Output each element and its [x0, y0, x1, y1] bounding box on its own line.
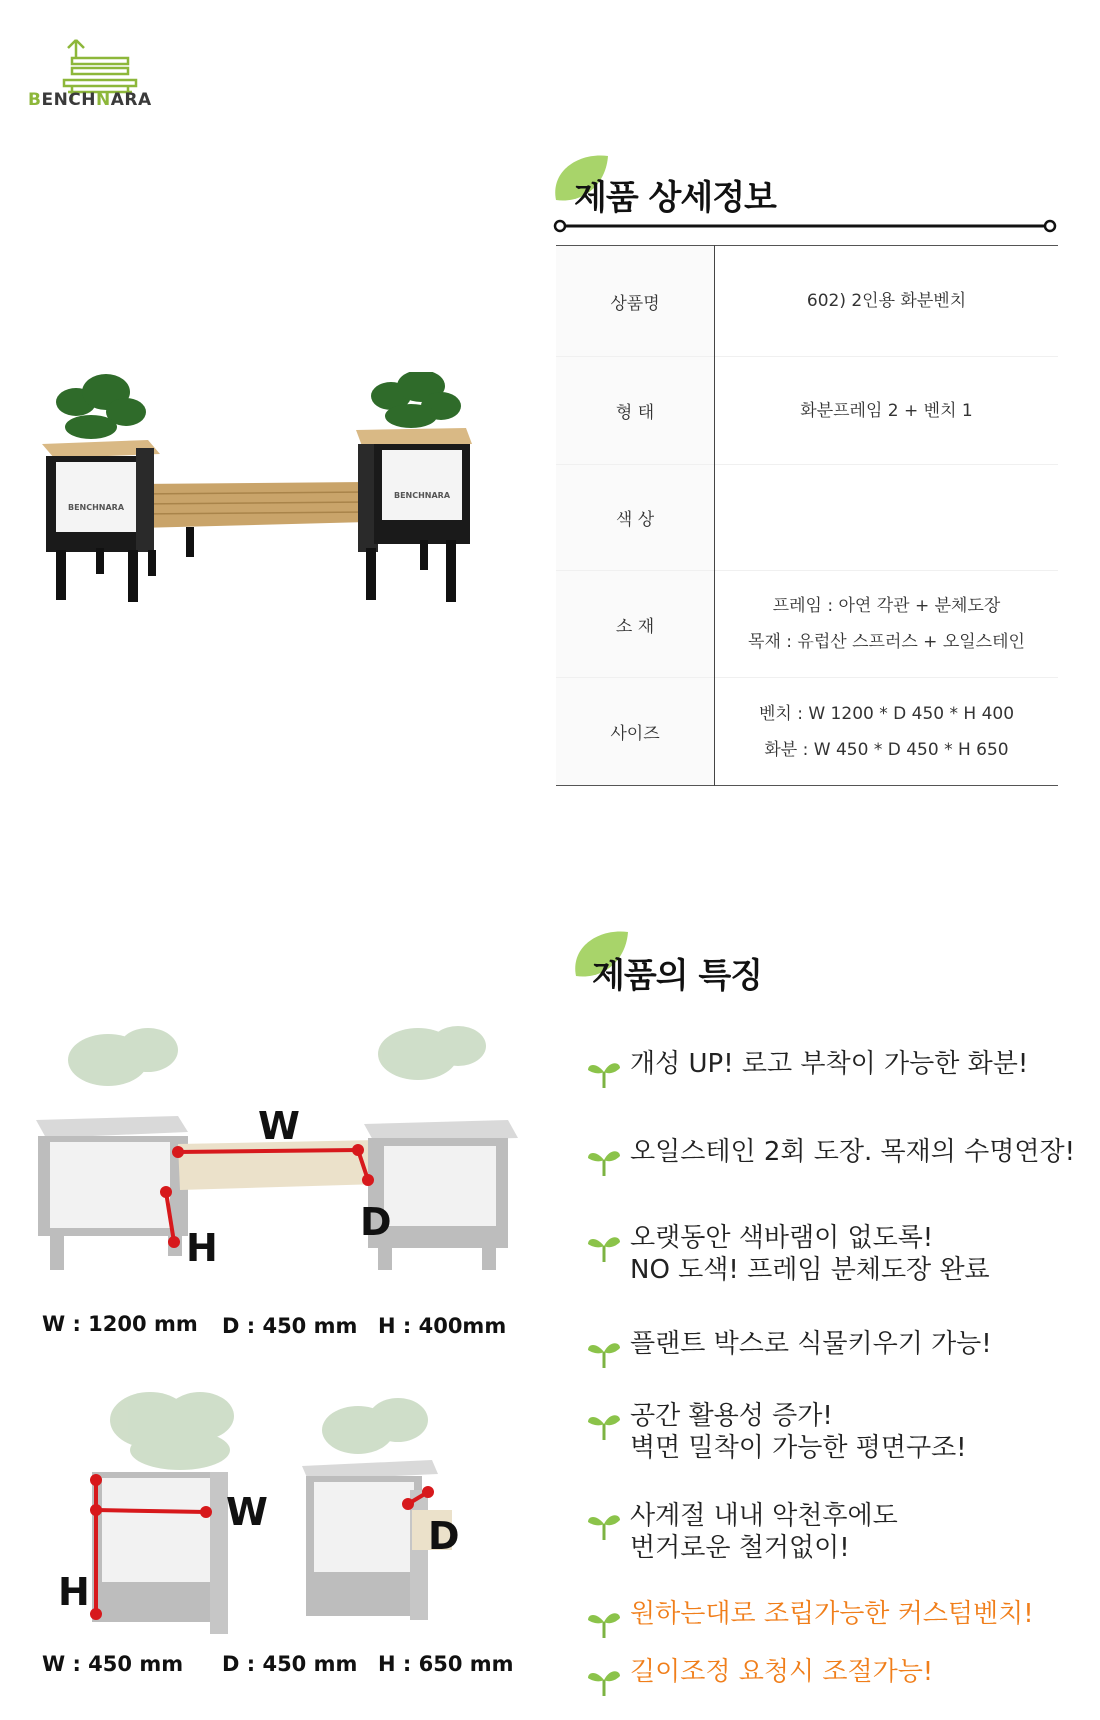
- spec-key: 상품명: [556, 246, 715, 357]
- spec-key: 사이즈: [556, 678, 715, 786]
- sprout-icon: [586, 1604, 622, 1640]
- planter-height-label: H : 650 mm: [378, 1652, 514, 1676]
- spec-key: 소 재: [556, 571, 715, 678]
- spec-row: [556, 678, 1058, 786]
- feature-text: 개성 UP! 로고 부착이 가능한 화분!: [630, 1049, 1029, 1079]
- brand-wordmark: BENCHNARA: [28, 90, 152, 110]
- product-bench-image: [36, 372, 488, 602]
- dim-letter-h: H: [58, 1570, 90, 1614]
- spec-row: [556, 246, 1058, 357]
- sprout-icon: [586, 1142, 622, 1178]
- feature-text: 공간 활용성 증가! 벽면 밀착이 가능한 평면구조!: [630, 1401, 967, 1463]
- feature-text: 오랫동안 색바램이 없도록! NO 도색! 프레임 분체도장 완료: [630, 1223, 990, 1285]
- bench-height-label: H : 400mm: [378, 1314, 507, 1338]
- planter-side-measure-lines: [298, 1380, 458, 1630]
- section-title-features: 제품의 특징: [592, 956, 763, 996]
- feature-text: 사계절 내내 악천후에도 번거로운 철거없이!: [630, 1501, 898, 1563]
- sprout-icon: [586, 1334, 622, 1370]
- bench-depth-label: D : 450 mm: [222, 1314, 358, 1338]
- bench-width-label: W : 1200 mm: [42, 1312, 198, 1336]
- sprout-icon: [586, 1506, 622, 1542]
- dim-letter-d: D: [360, 1200, 392, 1244]
- sprout-icon: [586, 1228, 622, 1264]
- spec-value: 602) 2인용 화분벤치: [806, 291, 967, 311]
- spec-row: [556, 571, 1058, 678]
- planter-depth-label: D : 450 mm: [222, 1652, 358, 1676]
- spec-key: 색 상: [556, 465, 715, 571]
- sprout-icon: [586, 1662, 622, 1698]
- svg-text:BENCHNARA: BENCHNARA: [67, 503, 125, 512]
- dim-letter-d: D: [428, 1514, 460, 1558]
- title-underline: [552, 218, 1058, 234]
- feature-text-highlight: 원하는대로 조립가능한 커스텀벤치!: [630, 1599, 1034, 1629]
- section-title-detail: 제품 상세정보: [574, 178, 776, 218]
- svg-text:BENCHNARA: BENCHNARA: [393, 491, 451, 500]
- spec-row: [556, 465, 1058, 571]
- spec-row: [556, 357, 1058, 465]
- feature-text: 플랜트 박스로 식물키우기 가능!: [630, 1329, 992, 1359]
- dim-letter-h: H: [186, 1226, 218, 1270]
- planter-width-label: W : 450 mm: [42, 1652, 184, 1676]
- spec-value: 벤치 : W 1200 * D 450 * H 400 화분 : W 450 * D 450 * H 650: [758, 703, 1015, 760]
- sprout-icon: [586, 1406, 622, 1442]
- spec-value: 프레임 : 아연 각관 + 분체도장 목재 : 유럽산 스프러스 + 오일스테인: [748, 596, 1025, 652]
- dim-letter-w: W: [258, 1104, 300, 1148]
- dim-letter-w: W: [226, 1490, 268, 1534]
- spec-key: 형 태: [556, 357, 715, 465]
- feature-text-highlight: 길이조정 요청시 조절가능!: [630, 1657, 934, 1687]
- spec-table: [556, 245, 1058, 786]
- sprout-icon: [586, 1054, 622, 1090]
- spec-value: [715, 465, 1059, 571]
- spec-value: 화분프레임 2 + 벤치 1: [800, 400, 973, 421]
- feature-text: 오일스테인 2회 도장. 목재의 수명연장!: [630, 1137, 1076, 1167]
